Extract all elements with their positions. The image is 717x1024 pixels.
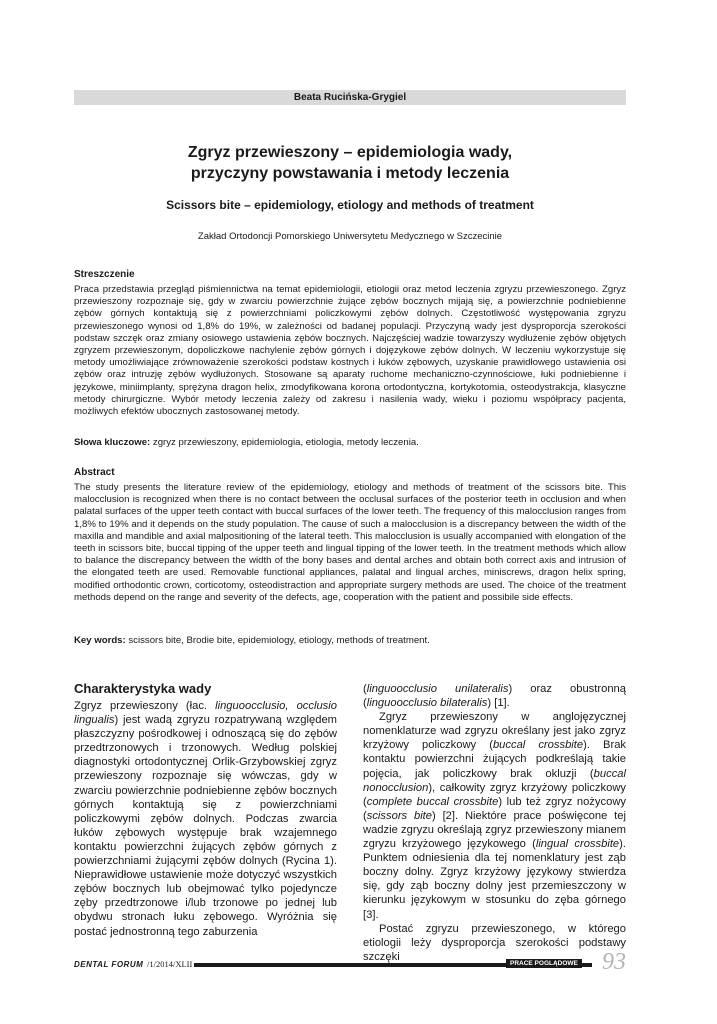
key-words-label: Key words: [74,635,126,646]
slowa-kluczowe [74,437,626,449]
text-run: ) oraz obustronną ( [363,683,626,710]
text-run: ( [363,683,367,695]
journal-issue: /1/2014/XLII [147,959,193,969]
article-subtitle-english: Scissors bite – epidemiology, etiology and methods of treatment [166,198,534,212]
latin-term: linguoocclusio bilateralis [366,697,488,710]
article-title-line-2: przyczyny powstawania i metody leczenia [190,165,510,182]
streszczenie-text: Praca przedstawia przegląd piśmiennictwa na temat epidemiologii, etiologii oraz metod leczenia zgryzu przewieszonego. Zgryz przewieszony rozpoznaje się, gdy w zwarciu powierzchnie żujące zębów bocznych mijają się, a powierzchnie podniebienne zębów górnych kontaktują się z powierzchniami policzkowymi zębów dolnych. Częstotliwość występowania zgryzu przewieszonego wynosi od 1,8% do 19%, w zależności od badanej populacji. Przyczyną wady jest dysproporcja szerokości podstaw szczęk oraz zmiany osiowego ustawienia zębów bocznych. Najczęściej wadzie towarzyszy wydłużenie zębów objętych zgryzem przewieszonym, dopoliczkowe nachylenie zębów górnych i dojęzykowe zębów dolnych. W leczeniu wykorzystuje się metody umożliwiające zrównoważenie szerokości podstaw kostnych i łuków zębowych, uzyskanie prawidłowego ustawienia osi zębów oraz intruzję zębów wydłużonych. Stosowane są aparaty ruchome mechaniczno-czynnościowe, łuki podniebienne i językowe, miniimplanty, sprężyna dragon helix, zmodyfikowana korona ortodontyczna, kortykotomia, osteodystrakcja, klasyczne metody chirurgiczne. Wybór metody leczenia zależy od zakresu i nasilenia wady, wieku i poziomu współpracy pacjenta, możliwych efektów ubocznych zastosowanej metody. [74,284,626,418]
footer-section-label: PRACE POGLĄDOWE [506,959,582,968]
english-term: lingual crossbite [535,838,620,851]
affiliation: Zakład Ortodoncji Pomorskiego Uniwersytetu Medycznego w Szczecinie [197,231,503,242]
article-title-line-1: Zgryz przewieszony – epidemiologia wady, [187,144,513,161]
running-header-author: Beata Rucińska-Grygiel [74,90,626,105]
slowa-kluczowe-text: zgryz przewieszony, epidemiologia, etiologia, metody leczenia. [150,437,419,448]
journal-logo: DENTAL FORUM [74,960,144,969]
body-right-paragraph-1 [363,682,626,710]
body-right-paragraph-2 [363,710,626,921]
body-column-right [363,682,626,964]
body-left-paragraph [74,699,337,939]
english-term: buccal crossbite [492,739,584,752]
english-term: complete buccal crossbite [366,795,499,808]
english-term: scissors bite [366,809,433,822]
text-run: ) lub też zgryz nożycowy ( [363,795,626,822]
key-words [74,635,626,647]
body-right-paragraph-3: Postać zgryzu przewieszonego, w którego etiologii leży dysproporcja szerokości podstawy szczęki [363,922,626,963]
text-run: ). Punktem odniesienia dla tej nomenklatury jest ząb boczny dolny. Zgryz krzyżowy językowy stwierdza się, gdy ząb boczny dolny jest przemieszczony w kierunku językowym w stosunku do zęba górnego [3]. [363,838,626,921]
section-heading-charakterystyka: Charakterystyka wady [74,681,212,696]
streszczenie-heading: Streszczenie [74,269,135,280]
latin-term: linguoocclusio unilateralis [366,683,509,695]
slowa-kluczowe-label: Słowa kluczowe: [74,437,151,448]
page-footer [74,949,626,985]
english-term: buccal nonocclusion [363,767,626,794]
text-run: ), całkowity zgryz krzyżowy policzkowy ( [363,781,626,808]
latin-term: linguoocclusio, occlusio lingualis [74,700,337,727]
text-run: ). Brak kontaktu powierzchni żujących podkreślają takie pojęcia, jak policzkowy brak okluzji ( [363,739,627,780]
page-number: 93 [602,949,626,975]
text-run: Zgryz przewieszony (łac. [74,700,216,712]
text-run: ) [1]. [487,697,510,710]
text-run: ) [2]. Niektóre prace poświęcone tej wadzie zgryzu określają zgryz przewieszony mianem zgryzu krzyżowego językowego ( [363,809,626,851]
abstract-heading: Abstract [74,467,115,478]
text-run: Zgryz przewieszony w anglojęzycznej nomenklaturze wad zgryzu określany jest jako zgryz krzyżowy policzkowy ( [363,711,626,752]
body-column-left [74,681,337,939]
abstract-text: The study presents the literature review of the epidemiology, etiology and methods of treatment of the scissors bite. This malocclusion is recognized when there is no contact between the occlusal surfaces of the posterior teeth in occlusion and when palatal surfaces of the upper teeth contact with buccal surfaces of the lower teeth. The frequency of this malocclusion ranges from 1,8% to 19% and it depends on the study population. The cause of such a malocclusion is a discrepancy between the width of the maxilla and mandible and axial malpositioning of the lateral teeth. This malocclusion is usually accompanied with elongation of the teeth in scissors bite, buccal tipping of the upper teeth and lingual tipping of the lower teeth. In the treatment methods which allow to balance the discrepancy between the width of the bony bases and dental arches and obtain both correct axis and intrusion of the elongated teeth are used. Removable functional appliances, palatal and lingual arches, miniscrews, dragon helix spring, modified orthodontic crown, corticotomy, osteodistraction and appropriate surgery methods are used. The choice of the treatment methods depend on the range and severity of the defects, age, cooperation with the patient and possibile side effects. [74,482,626,603]
text-run: ) jest wadą zgryzu rozpatrywaną względem płaszczyzny pośrodkowej i odnoszącą się do zębów przedtrzonowych i trzonowych. Według polskiej diagnostyki ortodontycznej Orlik-Grzybowskiej zgryz przewieszony rozpoznaje się wówczas, gdy w zwarciu powierzchnie podniebienne zębów bocznych górnych kontaktują się z powierzchniami policzkowymi zębów dolnych. Podczas zwarcia łuków zębowych występuje brak wzajemnego kontaktu powierzchni żujących zębów górnych z powierzchniami żującymi zębów dolnych (Rycina 1). Nieprawidłowe ustawienie może dotyczyć wszystkich zębów bocznych lub obejmować tylko pojedyncze zęby przedtrzonowe i/lub trzonowe po jednej lub obydwu stronach łuku zębowego. Wyróżnia się postać jednostronną tego zaburzenia [74,714,337,938]
key-words-text: scissors bite, Brodie bite, epidemiology, etiology, methods of treatment. [125,635,430,646]
